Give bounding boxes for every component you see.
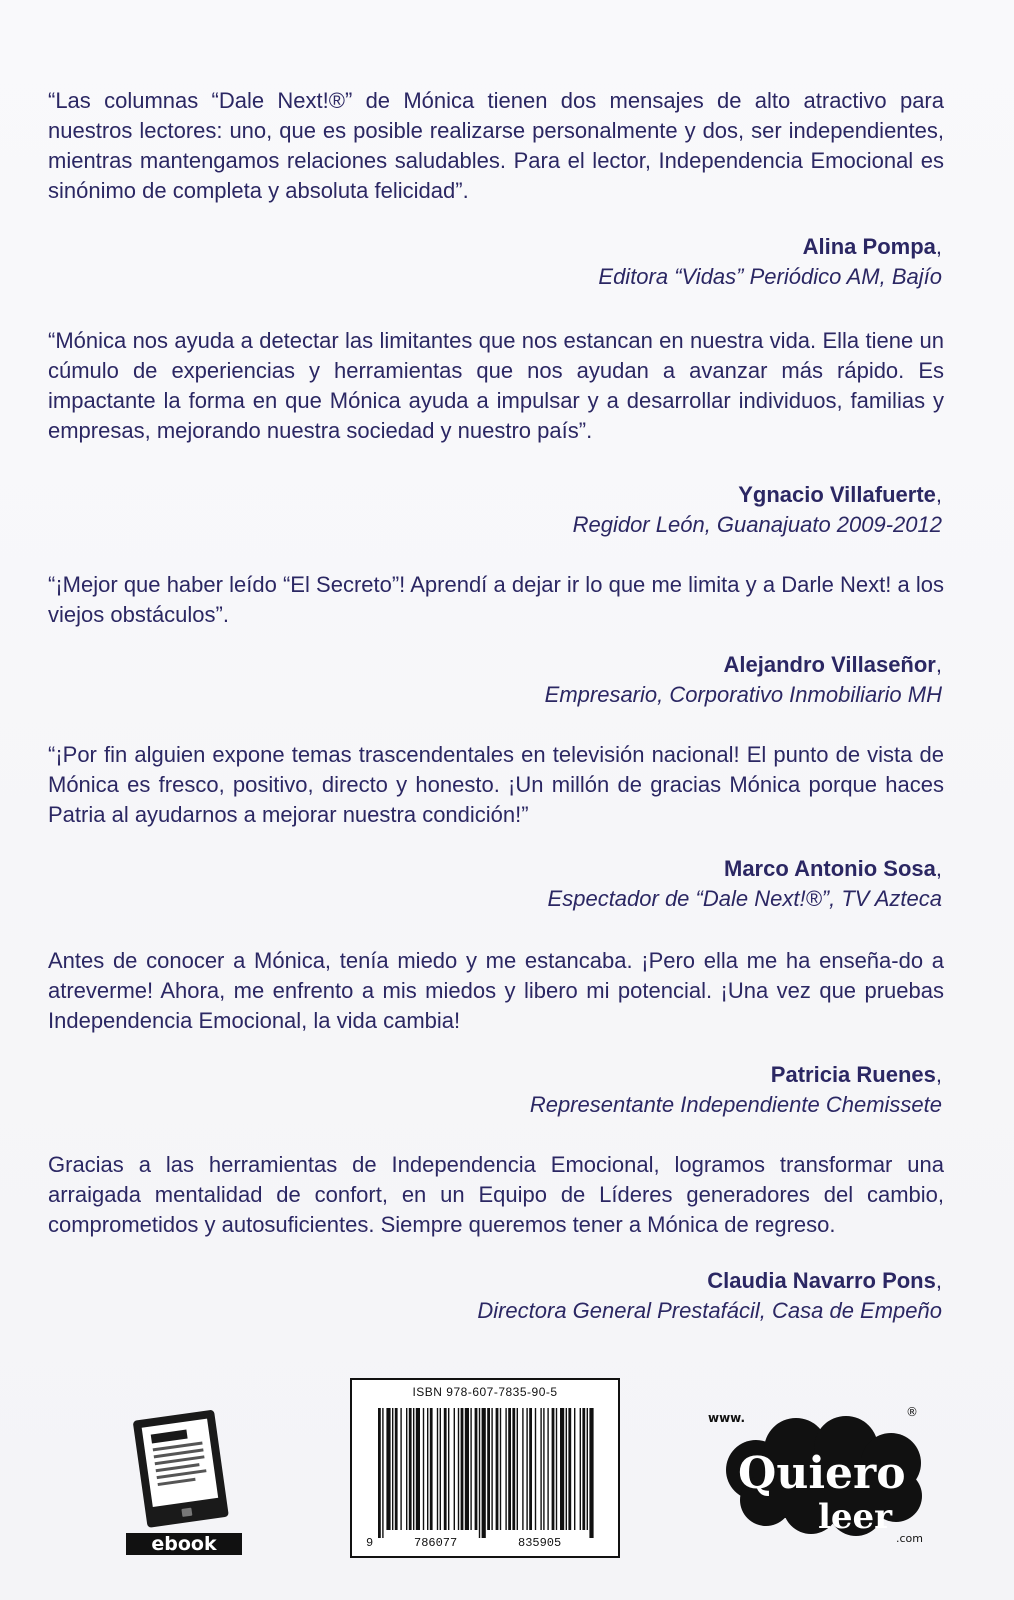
testimonial-quote-3: “¡Mejor que haber leído “El Secreto”! Aprendí a dejar ir lo que me limita y a Darle Next! a los viejos obstáculos”. <box>48 572 944 627</box>
testimonial-role-4: Espectador de “Dale Next!®”, TV Azteca <box>547 886 942 911</box>
barcode-bar <box>423 1408 424 1530</box>
quiero-leer-logo <box>708 1405 946 1558</box>
barcode-bar <box>437 1408 438 1530</box>
testimonial-name-6: Claudia Navarro Pons <box>707 1268 936 1293</box>
barcode-bar <box>580 1408 581 1530</box>
barcode-bar <box>454 1408 455 1530</box>
barcode-bar <box>496 1408 499 1530</box>
attribution-comma: , <box>935 234 942 259</box>
barcode-bar <box>382 1408 383 1538</box>
testimonial-name-1: Alina Pompa <box>802 234 936 259</box>
barcode-bar <box>470 1408 471 1530</box>
barcode-bar <box>444 1408 447 1530</box>
barcode-bar <box>427 1408 428 1530</box>
testimonial-attribution-4 <box>242 854 942 914</box>
barcode-bars <box>352 1380 618 1556</box>
barcode-bar <box>500 1408 501 1530</box>
barcode-bar <box>556 1408 557 1530</box>
barcode-bar <box>522 1408 523 1530</box>
testimonial-role-3: Empresario, Corporativo Inmobiliario MH <box>544 682 942 707</box>
isbn-barcode <box>350 1378 620 1558</box>
testimonial-attribution-2 <box>242 480 942 540</box>
barcode-digit-prefix: 9 <box>366 1536 374 1550</box>
barcode-bar <box>440 1408 441 1530</box>
logo-sub-text: leer <box>818 1497 893 1537</box>
attribution-comma: , <box>935 1268 942 1293</box>
barcode-bar <box>479 1408 480 1538</box>
barcode-bar <box>487 1408 490 1530</box>
testimonial-name-3: Alejandro Villaseñor <box>723 652 936 677</box>
barcode-digit-group-2: 835905 <box>518 1536 562 1550</box>
barcode-bar <box>430 1408 433 1530</box>
logo-com: .com <box>896 1532 923 1545</box>
barcode-bar <box>508 1408 511 1530</box>
testimonial-attribution-3 <box>242 650 942 710</box>
testimonial-name-5: Patricia Ruenes <box>770 1062 936 1087</box>
barcode-bar <box>505 1408 506 1530</box>
testimonial-role-1: Editora “Vidas” Periódico AM, Bajío <box>598 264 942 289</box>
barcode-bar <box>400 1408 401 1530</box>
testimonial-quote-6: Gracias a las herramientas de Independencia Emocional, logramos transformar una arraigada mentalidad de confort, en un Equipo de Líderes generadores del cambio, comprometidos y autosuficientes. Siempre queremos tener a Mónica de regreso. <box>48 1152 944 1237</box>
barcode-bar <box>395 1408 398 1530</box>
testimonial-name-2: Ygnacio Villafuerte <box>738 482 936 507</box>
barcode-bar <box>416 1408 420 1530</box>
barcode-bar <box>587 1408 588 1530</box>
barcode-bar <box>547 1408 548 1530</box>
quiero-leer-logo-graphic <box>708 1405 946 1558</box>
barcode-bar <box>517 1408 518 1530</box>
testimonial-role-2: Regidor León, Guanajuato 2009-2012 <box>572 512 942 537</box>
testimonial-role-5: Representante Independiente Chemissete <box>529 1092 942 1117</box>
barcode-digit-group-1: 786077 <box>414 1536 458 1550</box>
barcode-bar <box>574 1408 575 1530</box>
barcode-bar <box>482 1408 486 1538</box>
attribution-comma: , <box>935 482 942 507</box>
logo-main-text: Quiero <box>738 1448 906 1499</box>
barcode-bar <box>566 1408 567 1530</box>
barcode-bar <box>392 1408 393 1530</box>
barcode-bar <box>465 1408 469 1530</box>
barcode-bar <box>491 1408 492 1530</box>
barcode-bar <box>535 1408 536 1530</box>
barcode-bar <box>526 1408 527 1530</box>
barcode-bar <box>589 1408 593 1538</box>
barcode-bar <box>512 1408 515 1530</box>
barcode-bar <box>413 1408 414 1530</box>
testimonial-attribution-6 <box>242 1266 942 1326</box>
barcode-bar <box>409 1408 412 1530</box>
testimonial-quote-4: “¡Por fin alguien expone temas trascendentales en televisión nacional! El punto de vista de Mónica es fresco, positivo, directo y honesto. ¡Un millón de gracias Mónica porque haces Patria al ayudarnos a mejorar nuestra condición!” <box>48 742 944 827</box>
barcode-bar <box>540 1408 541 1530</box>
ebook-badge <box>126 1408 246 1558</box>
testimonial-quote-2: “Mónica nos ayuda a detectar las limitantes que nos estancan en nuestra vida. Ella tiene un cúmulo de experiencias y herramientas que nos ayudan a avanzar más rápido. Es impactante la forma en que Mónica ayuda a impulsar y a desarrollar individuos, familias y empresas, mejorando nuestra sociedad y nuestro país”. <box>48 328 944 443</box>
barcode-bar <box>560 1408 564 1530</box>
barcode-bar <box>552 1408 555 1530</box>
barcode-bar <box>582 1408 585 1530</box>
barcode-bar <box>386 1408 390 1530</box>
barcode-bar <box>406 1408 407 1530</box>
barcode-bar <box>475 1408 478 1530</box>
attribution-comma: , <box>935 856 942 881</box>
ebook-reader-icon <box>126 1408 246 1532</box>
logo-www: www. <box>708 1411 746 1425</box>
testimonial-quote-5: Antes de conocer a Mónica, tenía miedo y me estancaba. ¡Pero ella me ha enseña-do a atreverme! Ahora, me enfrento a mis miedos y libero mi potencial. ¡Una vez que pruebas Independencia Emocional, la vida cambia! <box>48 948 944 1033</box>
barcode-bar <box>529 1408 532 1530</box>
barcode-bar <box>448 1408 449 1530</box>
barcode-bar <box>568 1408 571 1530</box>
testimonial-name-4: Marco Antonio Sosa <box>724 856 936 881</box>
barcode-bar <box>458 1408 459 1530</box>
attribution-comma: , <box>935 1062 942 1087</box>
logo-registered-mark: ® <box>906 1405 918 1419</box>
testimonial-attribution-5 <box>242 1060 942 1120</box>
attribution-comma: , <box>935 652 942 677</box>
testimonial-role-6: Directora General Prestafácil, Casa de Empeño <box>477 1298 942 1323</box>
barcode-bar <box>378 1408 381 1538</box>
barcode-bar <box>543 1408 544 1530</box>
ebook-label: ebook <box>126 1533 242 1555</box>
testimonial-attribution-1 <box>242 232 942 292</box>
isbn-number: ISBN 978-607-7835-90-5 <box>412 1385 558 1399</box>
testimonial-quote-1: “Las columnas “Dale Next!®” de Mónica tienen dos mensajes de alto atractivo para nuestros lectores: uno, que es posible realizarse personalmente y dos, ser independientes, mientras mantengamos relaciones saludables. Para el lector, Independencia Emocional es sinónimo de completa y absoluta felicidad”. <box>48 88 944 203</box>
barcode-bar <box>461 1408 464 1530</box>
